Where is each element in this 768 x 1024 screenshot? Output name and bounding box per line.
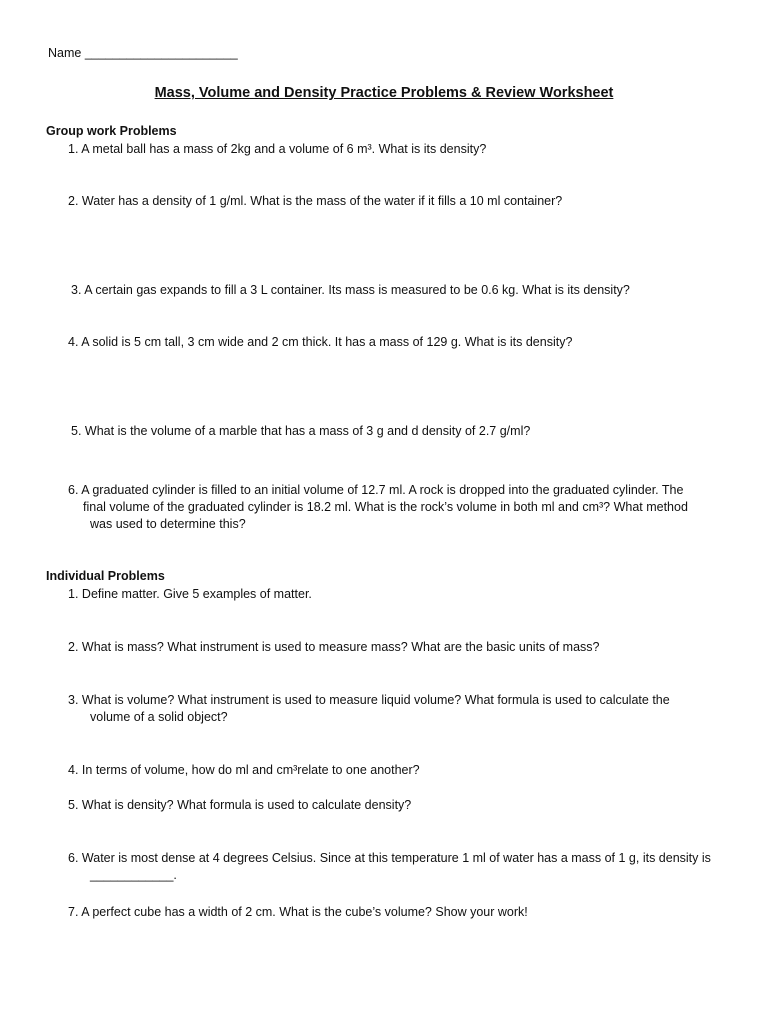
question-number: 1. [68, 587, 79, 601]
question-number: 3. [71, 283, 82, 297]
question-text-line-1: Water is most dense at 4 degrees Celsius. Since at this temperature 1 ml of water has a mass of 1 g, its density is [81, 851, 711, 865]
question-number: 2. [68, 640, 79, 654]
question-text: A solid is 5 cm tall, 3 cm wide and 2 cm thick. It has a mass of 129 g. What is its density? [81, 335, 573, 349]
group-question-2 [68, 194, 562, 208]
individual-question-6 [68, 850, 711, 884]
group-question-4 [68, 335, 572, 349]
question-number: 4. [68, 335, 79, 349]
question-text: What is density? What formula is used to calculate density? [81, 798, 412, 812]
individual-problems-heading: Individual Problems [46, 569, 165, 583]
question-text-line-3: was used to determine this? [90, 517, 246, 531]
question-text: A metal ball has a mass of 2kg and a volume of 6 m³. What is its density? [81, 142, 487, 156]
question-number: 5. [71, 424, 82, 438]
question-number: 3. [68, 693, 79, 707]
question-number: 4. [68, 763, 79, 777]
question-number: 2. [68, 194, 79, 208]
question-number: 5. [68, 798, 79, 812]
individual-question-1 [68, 587, 312, 601]
question-text: Define matter. Give 5 examples of matter. [81, 587, 312, 601]
question-answer-blank: ____________. [90, 868, 177, 882]
individual-question-3 [68, 692, 670, 726]
question-number: 6. [68, 483, 79, 497]
individual-question-5 [68, 798, 411, 812]
group-question-3 [71, 283, 630, 297]
question-number: 6. [68, 851, 79, 865]
question-text: A perfect cube has a width of 2 cm. What is the cube’s volume? Show your work! [81, 905, 528, 919]
individual-question-2 [68, 640, 600, 654]
question-text-line-2: volume of a solid object? [90, 710, 228, 724]
group-work-heading: Group work Problems [46, 124, 177, 138]
question-text-line-2: final volume of the graduated cylinder is 18.2 ml. What is the rock’s volume in both ml and cm³? What method [83, 500, 688, 514]
individual-question-4 [68, 763, 420, 777]
group-question-1 [68, 142, 486, 156]
question-text: What is the volume of a marble that has a mass of 3 g and d density of 2.7 g/ml? [84, 424, 531, 438]
worksheet-title: Mass, Volume and Density Practice Problems & Review Worksheet [154, 85, 614, 101]
question-text: Water has a density of 1 g/ml. What is the mass of the water if it fills a 10 ml container? [81, 194, 563, 208]
question-number: 7. [68, 905, 79, 919]
group-question-5 [71, 424, 530, 438]
question-text-line-1: What is volume? What instrument is used to measure liquid volume? What formula is used to calculate the [81, 693, 670, 707]
question-text: A certain gas expands to fill a 3 L container. Its mass is measured to be 0.6 kg. What is its density? [84, 283, 630, 297]
name-field-label: Name ______________________ [48, 46, 238, 60]
question-number: 1. [68, 142, 79, 156]
individual-question-7 [68, 905, 528, 919]
question-text: In terms of volume, how do ml and cm³relate to one another? [81, 763, 420, 777]
group-question-6 [68, 482, 688, 533]
question-text-line-1: A graduated cylinder is filled to an initial volume of 12.7 ml. A rock is dropped into the graduated cylinder. The [81, 483, 684, 497]
question-text: What is mass? What instrument is used to measure mass? What are the basic units of mass? [81, 640, 600, 654]
